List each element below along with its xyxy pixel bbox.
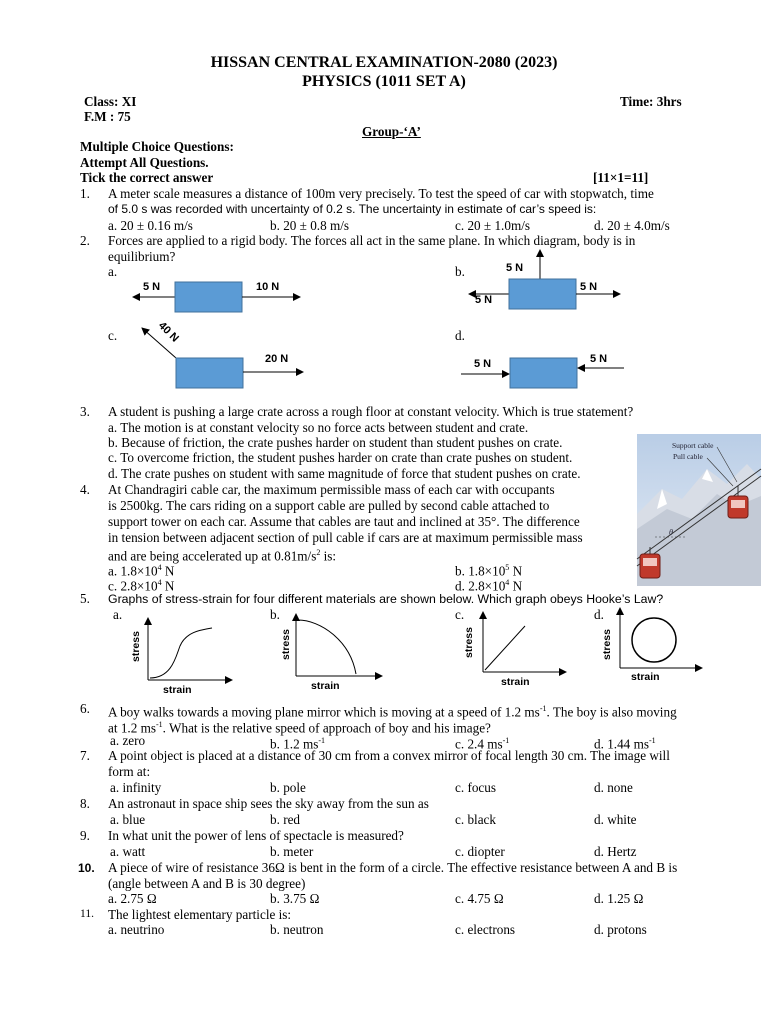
force-label: 5 N (474, 358, 492, 370)
q11-option-b: b. neutron (270, 922, 324, 937)
q7-text-line2: form at: (108, 764, 151, 779)
q8-option-c: c. black (455, 812, 497, 827)
subject-title: PHYSICS (1011 SET A) (302, 73, 466, 90)
q5-option-d-label: d. (594, 607, 604, 622)
y-axis-label: stress (463, 627, 475, 658)
q2-text-line2: equilibrium? (108, 249, 176, 264)
q10-option-d: d. 1.25 Ω (594, 891, 644, 906)
option-text: a. 1.8×10 (108, 563, 158, 579)
marks-label: [11×1=11] (593, 170, 649, 185)
q9-option-d: d. Hertz (594, 844, 637, 859)
pull-cable-label: Pull cable (673, 452, 703, 461)
force-label: 20 N (265, 353, 289, 365)
force-label: 5 N (580, 281, 598, 293)
q10-option-b: b. 3.75 Ω (270, 891, 320, 906)
q2-text-line1: Forces are applied to a rigid body. The forces all act in the same plane. In which diagram, body is in (108, 233, 636, 248)
question-number: 10. (78, 861, 95, 875)
q8-option-d: d. white (594, 812, 637, 827)
q9-option-b: b. meter (270, 844, 314, 859)
q7-option-a: a. infinity (110, 780, 162, 795)
straight-line (485, 626, 525, 670)
support-cable-label: Support cable (672, 441, 714, 450)
option-text: b. 1.8×10 (455, 563, 506, 579)
q1-option-a: a. 20 ± 0.16 m/s (108, 218, 193, 233)
q11-option-c: c. electrons (455, 922, 516, 937)
exam-title: HISSAN CENTRAL EXAMINATION-2080 (2023) (210, 54, 558, 71)
superscript: 5 (505, 563, 510, 572)
cable-car-image (637, 434, 761, 586)
superscript: 4 (505, 578, 510, 587)
q5-option-a-label: a. (113, 607, 123, 622)
superscript: 4 (157, 563, 162, 572)
block (510, 358, 577, 388)
unit: N (161, 563, 175, 579)
option-text: d. 2.8×10 (455, 578, 506, 594)
text: A boy walks towards a moving plane mirror which is moving at a speed of 1.2 ms (108, 704, 540, 720)
q1-option-c: c. 20 ± 1.0m/s (455, 218, 531, 233)
superscript: 2 (316, 548, 321, 557)
q4-text-line5-end: is: (320, 548, 337, 564)
group-heading: Group-‘A’ (362, 124, 421, 139)
graph-d (601, 608, 702, 683)
q1-option-b: b. 20 ± 0.8 m/s (270, 218, 350, 233)
q5-stress-strain-graphs (0, 600, 768, 700)
y-axis-label: stress (280, 629, 292, 660)
q10-text-line2: (angle between A and B is 30 degree) (108, 876, 306, 891)
q2-option-c-label: c. (108, 328, 118, 343)
instruction-attempt: Attempt All Questions. (80, 155, 209, 170)
force-label: 5 N (475, 294, 493, 306)
superscript: -1 (648, 736, 656, 745)
q2-option-a-label: a. (108, 264, 118, 279)
x-axis-label: strain (631, 671, 660, 683)
question-number: 2. (80, 233, 90, 248)
force-label: 40 N (155, 319, 181, 345)
diagram-d (461, 353, 624, 388)
q1-option-d: d. 20 ± 4.0m/s (594, 218, 670, 233)
q4-text-line3: support tower on each car. Assume that cables are taut and inclined at 35°. The difference (108, 514, 580, 529)
force-label: 5 N (506, 262, 524, 274)
q8-option-a: a. blue (110, 812, 146, 827)
time-label: Time: 3hrs (620, 94, 682, 109)
option-text: c. 2.8×10 (108, 578, 158, 594)
superscript: -1 (539, 704, 547, 713)
q7-option-c: c. focus (455, 780, 497, 795)
superscript: 4 (157, 578, 162, 587)
force-label: 10 N (256, 281, 280, 293)
graph-c (463, 612, 566, 688)
q3-text: A student is pushing a large crate across a rough floor at constant velocity. Which is true statement? (108, 404, 634, 419)
q11-option-a: a. neutrino (108, 922, 165, 937)
question-number: 5. (80, 591, 90, 606)
q10-text-line1: A piece of wire of resistance 36Ω is bent in the form of a circle. The effective resistance between A and B is (108, 860, 678, 875)
x-axis-label: strain (501, 676, 530, 688)
option-text: c. 2.4 ms (455, 736, 503, 752)
angle-label: θ (669, 528, 673, 537)
q6-option-a: a. zero (110, 733, 146, 748)
q11-option-d: d. protons (594, 922, 647, 937)
text: . What is the relative speed of approach of boy and his image? (162, 720, 491, 736)
q2-option-d-label: d. (455, 328, 465, 343)
q7-option-d: d. none (594, 780, 633, 795)
q5-option-c-label: c. (455, 607, 465, 622)
diagram-a (133, 281, 300, 312)
class-label: Class: XI (84, 94, 137, 109)
q9-option-a: a. watt (110, 844, 146, 859)
x-axis-label: strain (311, 680, 340, 692)
q7-text-line1: A point object is placed at a distance of 30 cm from a convex mirror of focal length 30 cm. The image will (108, 748, 670, 763)
instruction-tick: Tick the correct answer (80, 170, 214, 185)
unit: N (161, 578, 175, 594)
question-number: 7. (80, 748, 90, 763)
graph-a (130, 618, 232, 696)
q4-text-line2: is 2500kg. The cars riding on a support cable are pulled by second cable attached to (108, 498, 550, 513)
q1-text-line1: A meter scale measures a distance of 100m very precisely. To test the speed of car with stopwatch, time (108, 186, 654, 201)
question-number: 3. (80, 404, 90, 419)
block (175, 282, 242, 312)
question-number: 8. (80, 796, 90, 811)
diagram-b (469, 250, 620, 309)
curve (298, 620, 356, 674)
q3-option-a: a. The motion is at constant velocity so no force acts between student and crate. (108, 420, 529, 435)
block (509, 279, 576, 309)
q5-text: Graphs of stress-strain for four different materials are shown below. Which graph obeys Hooke’s Law? (108, 592, 664, 606)
q5-option-b-label: b. (270, 607, 280, 622)
q8-option-b: b. red (270, 812, 301, 827)
q8-text: An astronaut in space ship sees the sky away from the sun as (108, 796, 429, 811)
question-number: 1. (80, 186, 90, 201)
superscript: -1 (502, 736, 510, 745)
question-number: 9. (80, 828, 90, 843)
superscript: -1 (156, 720, 163, 729)
q1-text-line2: of 5.0 s was recorded with uncertainty of 0.2 s. The uncertainty in estimate of car’s speed is: (108, 202, 597, 216)
diagram-c (142, 320, 303, 388)
q9-text: In what unit the power of lens of spectacle is measured? (108, 828, 404, 843)
q3-option-b: b. Because of friction, the crate pushes harder on student than student pushes on crate. (108, 435, 563, 450)
q2-option-b-label: b. (455, 264, 465, 279)
question-number: 11. (80, 908, 94, 920)
superscript: -1 (318, 736, 326, 745)
y-axis-label: stress (130, 631, 142, 662)
question-number: 6. (80, 701, 90, 716)
q11-text: The lightest elementary particle is: (108, 907, 292, 922)
force-label: 5 N (143, 281, 161, 293)
unit: N (509, 578, 523, 594)
graph-b (280, 614, 382, 692)
force-label: 5 N (590, 353, 608, 365)
q3-option-c: c. To overcome friction, the student pushes harder on crate than crate pushes on student. (108, 450, 573, 465)
full-marks-label: F.M : 75 (84, 109, 131, 124)
q3-option-d: d. The crate pushes on student with same magnitude of force that student pushes on crate. (108, 466, 581, 481)
text: . The boy is also moving (546, 704, 677, 720)
q2-force-diagrams (0, 0, 768, 420)
y-axis-label: stress (601, 629, 613, 660)
block (176, 358, 243, 388)
question-number: 4. (80, 482, 90, 497)
text: at 1.2 ms (108, 720, 156, 736)
q4-text-line1: At Chandragiri cable car, the maximum permissible mass of each car with occupants (108, 482, 555, 497)
q4-text-line5-main: and are being accelerated up at 0.81m/s (108, 548, 317, 564)
loop (632, 618, 676, 662)
q9-option-c: c. diopter (455, 844, 505, 859)
curve (150, 628, 212, 678)
instruction-mcq: Multiple Choice Questions: (80, 139, 234, 154)
option-text: d. 1.44 ms (594, 736, 649, 752)
q10-option-c: c. 4.75 Ω (455, 891, 504, 906)
x-axis-label: strain (163, 684, 192, 696)
q10-option-a: a. 2.75 Ω (108, 891, 157, 906)
option-text: b. 1.2 ms (270, 736, 319, 752)
q7-option-b: b. pole (270, 780, 306, 795)
q4-text-line4: in tension between adjacent section of pull cable if cars are at maximum permissible mass (108, 530, 583, 545)
unit: N (509, 563, 523, 579)
